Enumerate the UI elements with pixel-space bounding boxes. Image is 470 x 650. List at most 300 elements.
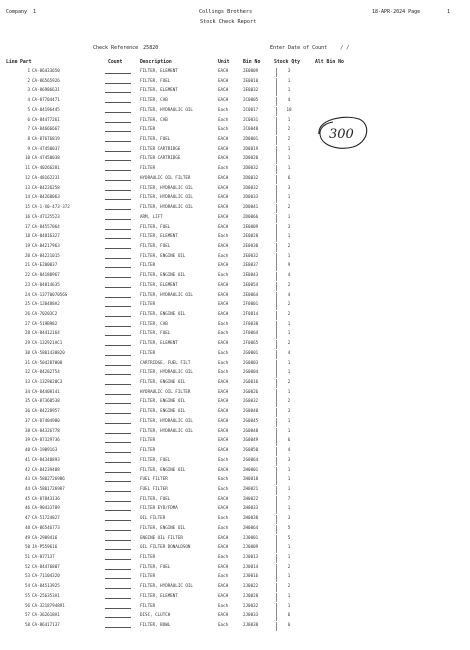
qty-divider — [276, 68, 277, 77]
unit: Each — [218, 272, 229, 278]
part-number: CA-86417137 — [32, 622, 60, 628]
stock-qty: 10 — [286, 106, 292, 112]
bin-number: 2D0019 — [243, 145, 259, 151]
count-entry-field[interactable] — [105, 83, 131, 84]
line-number: 9 — [27, 145, 30, 151]
count-entry-field[interactable] — [105, 510, 131, 511]
count-entry-field[interactable] — [105, 530, 131, 531]
count-entry-field[interactable] — [105, 248, 131, 249]
count-entry-field[interactable] — [105, 627, 131, 628]
qty-divider — [276, 282, 277, 291]
description: FILTER, HYDRAULIC OIL — [140, 194, 193, 200]
qty-divider — [276, 301, 277, 310]
stock-qty: 2 — [287, 583, 291, 589]
count-entry-field[interactable] — [105, 559, 131, 560]
part-number: CA-2909416 — [32, 534, 58, 540]
description: FILTER EYD/FDMA — [140, 505, 178, 511]
bin-number: 2D0020 — [243, 155, 259, 161]
unit: EACH — [218, 291, 229, 297]
part-number: CA-84477261 — [32, 116, 60, 122]
part-number: CA-87676819 — [32, 136, 60, 142]
qty-divider — [276, 418, 277, 427]
stock-qty: 5 — [287, 524, 291, 530]
count-entry-field[interactable] — [105, 365, 131, 366]
table-row — [0, 437, 470, 446]
description: FILTER — [140, 602, 156, 608]
count-entry-field[interactable] — [105, 151, 131, 152]
page-number: 1 — [447, 9, 451, 15]
line-number: 8 — [27, 136, 30, 142]
qty-divider — [276, 593, 277, 602]
description: OIL FILTER — [140, 515, 166, 521]
table-row — [0, 155, 470, 164]
col-header-line: Line — [6, 60, 18, 65]
part-number: CA-87704471 — [32, 97, 60, 103]
qty-divider — [276, 535, 277, 544]
col-header-bin: Bin No — [243, 60, 261, 65]
unit: EACH — [218, 223, 229, 229]
description: DISC, CLUTCH — [140, 612, 171, 618]
table-row — [0, 214, 470, 223]
stock-qty: 1 — [287, 592, 291, 598]
unit: EACH — [218, 87, 229, 93]
table-row — [0, 243, 470, 252]
description: FILTER — [140, 301, 156, 307]
stock-qty: 1 — [287, 476, 291, 482]
table-row — [0, 360, 470, 369]
stock-qty: 1 — [287, 213, 291, 219]
unit: EACH — [218, 447, 229, 453]
table-row — [0, 292, 470, 301]
count-entry-field[interactable] — [105, 335, 131, 336]
part-number: CA-84217963 — [32, 242, 60, 248]
bin-number: 2G0001 — [243, 349, 259, 355]
stock-qty: 2 — [287, 311, 291, 316]
stock-qty: 6 — [287, 622, 291, 628]
bin-number: 2J0016 — [243, 573, 259, 579]
line-number: 57 — [24, 612, 30, 618]
count-entry-field[interactable] — [105, 209, 131, 210]
table-row — [0, 350, 470, 359]
description: FILTER, ELEMENT — [140, 87, 178, 93]
part-number: CA-84180967 — [32, 272, 60, 278]
line-number: 24 — [24, 291, 30, 297]
count-entry-field[interactable] — [105, 403, 131, 404]
count-entry-field[interactable] — [105, 608, 131, 609]
count-entry-field[interactable] — [105, 199, 131, 200]
unit: Each — [218, 554, 229, 559]
stock-qty: 5 — [287, 534, 291, 540]
bin-number: 2D0032 — [243, 165, 259, 171]
count-entry-field[interactable] — [105, 73, 131, 74]
qty-divider — [276, 214, 277, 223]
stock-qty: 2 — [287, 126, 291, 132]
count-entry-field[interactable] — [105, 540, 131, 541]
line-number: 46 — [24, 505, 30, 511]
stock-qty: 1 — [287, 602, 291, 608]
unit: EACH — [218, 136, 229, 142]
bin-number: 2C0017 — [243, 106, 259, 112]
description: FILTER, FUEL — [140, 242, 171, 248]
unit: Each — [218, 515, 229, 521]
count-entry-field[interactable] — [105, 92, 131, 93]
bin-number: 2E0010 — [243, 77, 259, 83]
part-number: CA-5801726987 — [32, 485, 65, 491]
count-entry-field[interactable] — [105, 131, 131, 132]
bin-number: 2D0066 — [243, 213, 259, 219]
company-label-group — [6, 9, 36, 15]
qty-divider — [276, 583, 277, 592]
stock-qty: 1 — [287, 77, 291, 83]
unit: EACH — [218, 242, 229, 248]
check-reference-label: Check Reference — [93, 45, 139, 51]
qty-divider — [276, 136, 277, 145]
count-entry-field[interactable] — [105, 501, 131, 502]
part-number: CA-90433789 — [32, 505, 60, 511]
qty-divider — [276, 476, 277, 485]
description: FILTER, ELEMENT — [140, 281, 178, 287]
stock-qty: 4 — [287, 349, 291, 355]
stock-qty: 4 — [287, 272, 291, 278]
count-entry-field[interactable] — [105, 569, 131, 570]
description: FILTER — [140, 262, 156, 268]
count-entry-field[interactable] — [105, 316, 131, 317]
stock-qty: 3 — [287, 515, 291, 521]
stock-qty: 1 — [287, 116, 291, 122]
unit: EACH — [218, 340, 229, 346]
check-reference — [93, 45, 158, 51]
qty-divider — [276, 612, 277, 621]
unit: EACH — [218, 505, 229, 511]
line-number: 7 — [27, 126, 30, 132]
part-number: CA-1377007056S — [32, 291, 68, 297]
description: FILTER — [140, 165, 156, 171]
table-row — [0, 515, 470, 524]
line-number: 20 — [24, 252, 30, 258]
description: FILTER, FUEL — [140, 223, 171, 229]
line-number: 17 — [24, 223, 30, 229]
count-entry-field[interactable] — [105, 297, 131, 298]
stock-qty: 1 — [287, 233, 291, 239]
bin-number: 2G0064 — [243, 456, 259, 462]
date-of-count-label: Enter Date of Count — [270, 45, 328, 51]
count-entry-field[interactable] — [105, 598, 131, 599]
unit: Each — [218, 116, 229, 122]
line-number: 34 — [24, 388, 30, 394]
bin-number: 2D0041 — [243, 204, 259, 210]
part-number: CA-86986631 — [32, 87, 60, 93]
part-number: CA-519B982 — [32, 320, 58, 326]
count-entry-field[interactable] — [105, 345, 131, 346]
part-number: CA-84326778 — [32, 427, 60, 433]
table-row — [0, 398, 470, 407]
bin-number: 2C0048 — [243, 126, 259, 132]
part-number: CA-51724827 — [32, 515, 60, 521]
count-entry-field[interactable] — [105, 433, 131, 434]
description: FILTER, HYDRAULIC OIL — [140, 427, 193, 433]
count-entry-field[interactable] — [105, 617, 131, 618]
part-number: CA-87404980 — [32, 417, 60, 423]
count-entry-field[interactable] — [105, 355, 131, 356]
stock-qty: 4 — [287, 97, 291, 103]
description: FILTER, ELEMENT — [140, 592, 178, 598]
table-row — [0, 467, 470, 476]
description: ARM, LIFT — [140, 213, 163, 219]
table-row — [0, 573, 470, 582]
count-entry-field[interactable] — [105, 394, 131, 395]
count-entry-field[interactable] — [105, 102, 131, 103]
count-entry-field[interactable] — [105, 384, 131, 385]
stock-qty: 3 — [287, 68, 291, 73]
unit: EACH — [218, 281, 229, 287]
count-entry-field[interactable] — [105, 160, 131, 161]
qty-divider — [276, 496, 277, 505]
bin-number: 2F0065 — [243, 340, 259, 346]
table-row — [0, 272, 470, 281]
description: FILTER, HYDRAULIC OIL — [140, 369, 193, 375]
bin-number: 2J0038 — [243, 622, 259, 628]
line-number: 28 — [24, 330, 30, 336]
description: FILTER, BOWL — [140, 622, 171, 628]
part-number: CA-47450038 — [32, 155, 60, 161]
description: FUEL FILTER — [140, 485, 168, 491]
table-row — [0, 321, 470, 330]
bin-number: 2J0014 — [243, 563, 259, 569]
line-number: 10 — [24, 155, 30, 161]
table-row — [0, 282, 470, 291]
stock-qty: 2 — [287, 281, 291, 287]
qty-divider — [276, 253, 277, 262]
part-number: CA-120488A2 — [32, 301, 60, 307]
table-row — [0, 194, 470, 203]
bin-number: 2H0021 — [243, 485, 259, 491]
table-row — [0, 486, 470, 495]
company-name: Collings Brothers — [199, 9, 253, 15]
bin-number: 2J0032 — [243, 602, 259, 608]
count-entry-field[interactable] — [105, 219, 131, 220]
part-number: CA-84228957 — [32, 408, 60, 414]
description: FILTER, CAB — [140, 320, 168, 326]
stock-qty: 1 — [287, 165, 291, 171]
part-number: CA-84268063 — [32, 194, 60, 200]
unit: EACH — [218, 77, 229, 83]
stock-qty: 2 — [287, 204, 291, 210]
description: FILTER, FUEL — [140, 330, 171, 336]
count-entry-field[interactable] — [105, 190, 131, 191]
count-entry-field[interactable] — [105, 462, 131, 463]
count-entry-field[interactable] — [105, 578, 131, 579]
table-row — [0, 583, 470, 592]
count-entry-field[interactable] — [105, 238, 131, 239]
unit: EACH — [218, 174, 229, 180]
part-number: CA-70203C2 — [32, 311, 58, 316]
unit: Each — [218, 349, 229, 355]
table-row — [0, 379, 470, 388]
qty-divider — [276, 505, 277, 514]
qty-divider — [276, 321, 277, 330]
count-entry-field[interactable] — [105, 374, 131, 375]
line-number: 45 — [24, 495, 30, 501]
bin-number: 2G0050 — [243, 447, 259, 453]
unit: Each — [218, 126, 229, 132]
count-entry-field[interactable] — [105, 170, 131, 171]
bin-number: 2J0033 — [243, 612, 259, 618]
line-number: 50 — [24, 544, 30, 550]
qty-divider — [276, 233, 277, 242]
count-entry-field[interactable] — [105, 413, 131, 414]
bin-number: 2E0032 — [243, 87, 259, 93]
table-row — [0, 408, 470, 417]
qty-divider — [276, 224, 277, 233]
stock-qty: 1 — [287, 466, 291, 472]
table-row — [0, 476, 470, 485]
handwritten-total-text: 300 — [329, 127, 354, 142]
count-entry-field[interactable] — [105, 180, 131, 181]
count-entry-field[interactable] — [105, 452, 131, 453]
description: FILTER, ENGINE OIL — [140, 466, 186, 472]
part-number: CA-132921AC1 — [32, 340, 63, 346]
qty-divider — [276, 515, 277, 524]
stock-qty: 3 — [287, 184, 291, 190]
date-of-count-value: / / — [340, 45, 350, 51]
qty-divider — [276, 175, 277, 184]
qty-divider — [276, 408, 277, 417]
line-number: 15 — [24, 204, 30, 210]
count-entry-field[interactable] — [105, 588, 131, 589]
line-number: 5 — [27, 106, 30, 112]
part-number: CA-86433650 — [32, 68, 60, 73]
table-row — [0, 301, 470, 310]
unit: EACH — [218, 612, 229, 618]
stock-qty: 2 — [287, 379, 291, 385]
part-number: CA-48162231 — [32, 174, 60, 180]
part-number: CA-87843136 — [32, 495, 60, 501]
table-row — [0, 78, 470, 87]
line-number: 32 — [24, 369, 30, 375]
bin-number: 2E0064 — [243, 291, 259, 297]
description: FILTER, FUEL — [140, 77, 171, 83]
table-row — [0, 369, 470, 378]
table-row — [0, 525, 470, 534]
count-entry-field[interactable] — [105, 258, 131, 259]
unit: EACH — [218, 97, 229, 103]
bin-number: 2F0064 — [243, 330, 259, 336]
line-number: 35 — [24, 398, 30, 404]
unit: EACH — [218, 145, 229, 151]
unit: EACH — [218, 262, 229, 268]
col-header-unit: Unit — [218, 60, 230, 65]
bin-number: 2F0014 — [243, 311, 259, 316]
part-number: CA-877137 — [32, 554, 55, 559]
bin-number: 2E0009 — [243, 68, 259, 73]
count-entry-field[interactable] — [105, 306, 131, 307]
qty-divider — [276, 87, 277, 96]
qty-divider — [276, 379, 277, 388]
bin-number: 2J0028 — [243, 592, 259, 598]
count-entry-field[interactable] — [105, 549, 131, 550]
stock-qty: 2 — [287, 301, 291, 307]
count-entry-field[interactable] — [105, 112, 131, 113]
stock-qty: 9 — [287, 262, 291, 268]
bin-number: 2E0032 — [243, 252, 259, 258]
count-entry-field[interactable] — [105, 423, 131, 424]
description: FILTER — [140, 437, 156, 443]
part-number: CA-84226258 — [32, 184, 60, 190]
stock-qty: 1 — [287, 544, 291, 550]
part-number: CA-84196445 — [32, 106, 60, 112]
count-entry-field[interactable] — [105, 481, 131, 482]
description: FILTER CARTRIDGE — [140, 145, 181, 151]
count-entry-field[interactable] — [105, 287, 131, 288]
qty-divider — [276, 262, 277, 271]
qty-divider — [276, 467, 277, 476]
line-number: 52 — [24, 563, 30, 569]
qty-divider — [276, 146, 277, 155]
line-number: 42 — [24, 466, 30, 472]
description: FILTER, ENGINE OIL — [140, 379, 186, 385]
unit: Each — [218, 106, 229, 112]
part-number: CA-84557064 — [32, 223, 60, 229]
table-row — [0, 457, 470, 466]
line-number: 26 — [24, 311, 30, 316]
stock-qty: 2 — [287, 563, 291, 569]
table-row — [0, 447, 470, 456]
qty-divider — [276, 360, 277, 369]
bin-number: 2J0009 — [243, 544, 259, 550]
col-header-part: Part — [20, 60, 32, 65]
table-row — [0, 535, 470, 544]
stock-qty: 1 — [287, 505, 291, 511]
qty-divider — [276, 486, 277, 495]
qty-divider — [276, 350, 277, 359]
description: FILTER, ENGINE OIL — [140, 311, 186, 316]
count-entry-field[interactable] — [105, 491, 131, 492]
count-entry-field[interactable] — [105, 442, 131, 443]
table-row — [0, 107, 470, 116]
description: FILTER, HYDRAULIC OIL — [140, 184, 193, 190]
qty-divider — [276, 428, 277, 437]
count-entry-field[interactable] — [105, 326, 131, 327]
description: FILTER — [140, 349, 156, 355]
count-entry-field[interactable] — [105, 122, 131, 123]
unit: Each — [218, 622, 229, 628]
table-row — [0, 97, 470, 106]
line-number: 19 — [24, 242, 30, 248]
table-row — [0, 175, 470, 184]
line-number: 55 — [24, 592, 30, 598]
table-row — [0, 204, 470, 213]
count-entry-field[interactable] — [105, 277, 131, 278]
part-number: CA-1909163 — [32, 447, 58, 453]
description: FILTER — [140, 447, 156, 453]
count-entry-field[interactable] — [105, 520, 131, 521]
count-entry-field[interactable] — [105, 267, 131, 268]
part-number: CA-5801430820 — [32, 349, 65, 355]
stock-qty: 1 — [287, 87, 291, 93]
bin-number: 2E0054 — [243, 281, 259, 287]
qty-divider — [276, 107, 277, 116]
unit: Each — [218, 573, 229, 579]
count-entry-field[interactable] — [105, 229, 131, 230]
part-number: CA-E200037 — [32, 262, 58, 268]
unit: Each — [218, 456, 229, 462]
description: FILTER, CAB — [140, 116, 168, 122]
count-entry-field[interactable] — [105, 472, 131, 473]
bin-number: 2H0038 — [243, 515, 259, 521]
count-entry-field[interactable] — [105, 141, 131, 142]
company-value: 1 — [33, 9, 37, 15]
part-number: CA-87368538 — [32, 398, 60, 404]
